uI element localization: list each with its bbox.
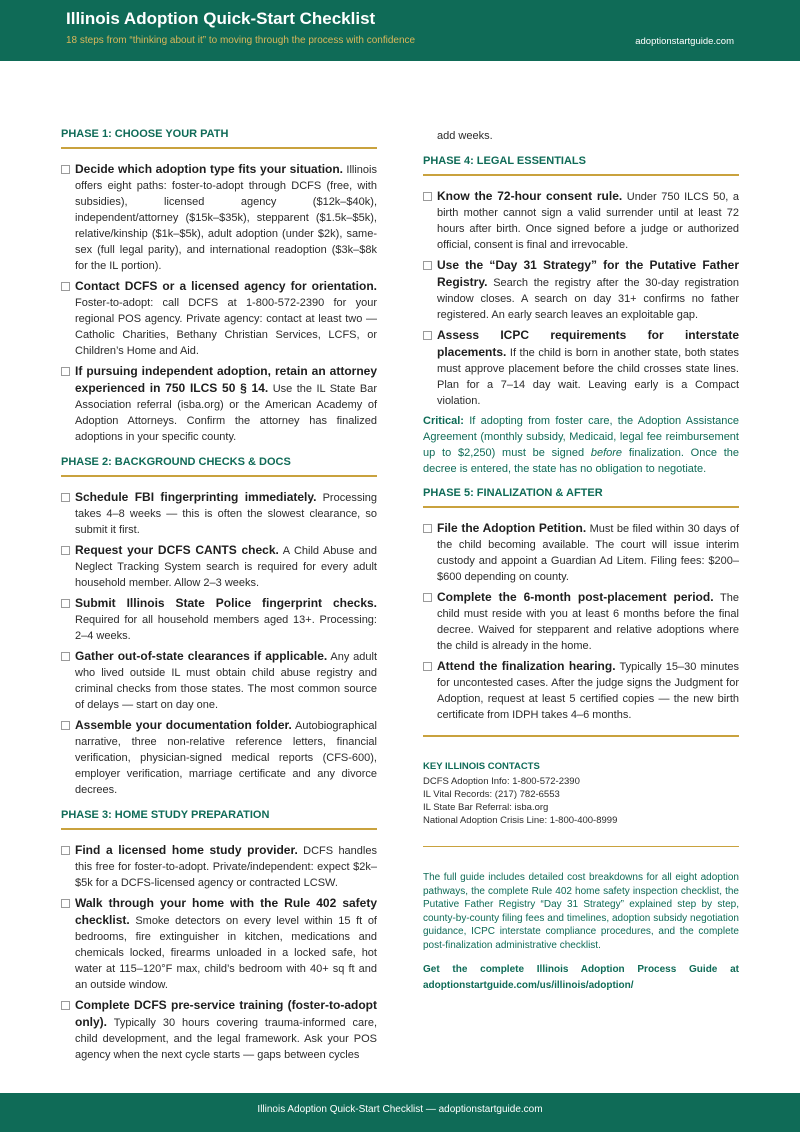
item-lead: Use the “Day 31 Strategy” for the Putative Father Registry. — [437, 258, 739, 289]
item-text: Typically 30 hours covering trauma-informed care, child development, and the legal framework. Ask your POS agency when the next cycle starts — gaps between cycles — [75, 1017, 377, 1061]
item-text: Illinois offers eight paths: foster-to-adopt through DCFS (free, with subsidies), licensed agency ($12k–$40k), independent/attorney ($15k–$35k), stepparent ($1.5k–$5k), relative/kinship ($1k–$5k), adult adoption (under $2k), same-sex (full legal parity), and international readoption ($3k–$8k for the IL portion). — [75, 164, 377, 272]
item-lead: Complete the 6-month post-placement period. — [437, 590, 714, 604]
item-lead: Find a licensed home study provider. — [75, 843, 298, 857]
item-continuation: add weeks. — [437, 130, 493, 142]
page-subtitle: 18 steps from “thinking about it” to moving through the process with confidence — [66, 35, 416, 46]
critical-note — [423, 413, 739, 477]
item-lead: Decide which adoption type fits your situation. — [75, 162, 344, 176]
checkbox-icon[interactable] — [61, 493, 70, 502]
promo-text: The full guide includes detailed cost breakdowns for all eight adoption pathways, the complete Rule 402 home safety inspection checklist, the Putative Father Registry “Day 31 Strategy” explained step by step, county-by-county filing fees and timelines, adoption subsidy negotiation guidance, ICPC interstate compliance procedures, and the complete post-finalization administrative checklist. — [423, 872, 739, 951]
checkbox-icon[interactable] — [61, 367, 70, 376]
phase-1-heading: PHASE 1: CHOOSE YOUR PATH — [61, 128, 229, 140]
checkbox-icon[interactable] — [61, 546, 70, 555]
item-text: Under 750 ILCS 50, a birth mother cannot sign a valid surrender until at least 72 hours after birth. Once signed before a judge or authorized official, consent is final and irrevocable. — [437, 191, 740, 251]
guide-cta-link[interactable]: Get the complete Illinois Adoption Process Guide at adoptionstartguide.com/us/illinois/adoption/ — [423, 964, 739, 991]
item-text: Typically 15–30 minutes for uncontested cases. After the judge signs the Judgment for Adoption, request at least 5 certified copies — the new birth certificate from IDPH takes 4–6 months. — [437, 661, 739, 721]
item-text: If the child is born in another state, both states must approve placement before the child crosses state lines. Plan for a 7–14 day wait. Leaving early is a Compact violation. — [437, 347, 739, 407]
item-lead: Request your DCFS CANTS check. — [75, 543, 279, 557]
checklist-item[interactable] — [61, 717, 377, 798]
contacts-heading: KEY ILLINOIS CONTACTS — [423, 761, 540, 772]
checkbox-icon[interactable] — [423, 331, 432, 340]
contacts-divider — [423, 846, 739, 847]
checklist-item[interactable] — [61, 842, 377, 891]
item-text: DCFS handles this free for foster-to-adopt. Private/independent: expect $2k–$5k for a DCFS-licensed agency or contracted LCSW. — [75, 845, 377, 889]
item-text: Foster-to-adopt: call DCFS at 1-800-572-2390 for your regional POS agency. Private agency: contact at least two — Catholic Charities, Bethany Christian Services, LCFS, or Children’s Home and Aid. — [75, 297, 377, 357]
critical-emphasis: before — [590, 447, 623, 459]
critical-text: If adopting from foster care, the Adoption Assistance Agreement (monthly subsidy, Medicaid, legal fee reimbursement up to $2,250) must be signed — [423, 415, 739, 459]
item-text: A Child Abuse and Neglect Tracking System search is required for every adult household member. Allow 2–3 weeks. — [75, 545, 377, 589]
item-lead: Contact DCFS or a licensed agency for orientation. — [75, 279, 377, 293]
checklist-item[interactable] — [61, 278, 377, 359]
contact-line: IL Vital Records: (217) 782-6553 — [423, 789, 560, 800]
checkbox-icon[interactable] — [423, 593, 432, 602]
phase-3-heading: PHASE 3: HOME STUDY PREPARATION — [61, 809, 270, 821]
item-lead: Assemble your documentation folder. — [75, 718, 292, 732]
page-title: Illinois Adoption Quick-Start Checklist — [66, 9, 376, 28]
item-text: Smoke detectors on every level within 15 ft of bedrooms, fire extinguisher in kitchen, medications and chemicals locked, firearms unloaded in a locked safe, hot water at 115–120°F max, child’s bedroom with 40+ sq ft and an outside window. — [75, 915, 377, 991]
checkbox-icon[interactable] — [61, 165, 70, 174]
item-lead: Complete DCFS pre-service training (foster-to-adopt only). — [75, 998, 377, 1029]
contact-line: IL State Bar Referral: isba.org — [423, 802, 549, 813]
item-lead: Schedule FBI fingerprinting immediately. — [75, 490, 317, 504]
item-lead: Gather out-of-state clearances if applicable. — [75, 649, 328, 663]
checklist-item[interactable] — [61, 161, 377, 274]
contact-line: DCFS Adoption Info: 1-800-572-2390 — [423, 776, 580, 787]
checkbox-icon[interactable] — [61, 282, 70, 291]
checkbox-icon[interactable] — [61, 1001, 70, 1010]
checkbox-icon[interactable] — [423, 261, 432, 270]
page-footer — [0, 1093, 800, 1132]
item-text: Search the registry after the 30-day registration window closes. A search on day 31+ confirms no father registered. An early search leaves an exploitable gap. — [437, 277, 739, 321]
footer-text: Illinois Adoption Quick-Start Checklist — adoptionstartguide.com — [257, 1104, 543, 1115]
phase-divider — [423, 506, 739, 508]
page-header — [0, 0, 800, 61]
checkbox-icon[interactable] — [423, 192, 432, 201]
checklist-item[interactable] — [61, 363, 377, 445]
item-lead: Submit Illinois State Police fingerprint checks. — [75, 596, 377, 610]
checklist-item[interactable] — [423, 257, 739, 323]
item-text: The child must reside with you at least 6 months before the final decree. Waived for stepparent and relative adoptions where the child is already in the home. — [437, 592, 740, 652]
checklist-item[interactable] — [423, 658, 739, 723]
item-text: Processing takes 4–8 weeks — this is often the slowest clearance, so submit it first. — [75, 492, 377, 536]
checkbox-icon[interactable] — [423, 524, 432, 533]
checklist-item[interactable] — [423, 327, 739, 409]
critical-text-end: finalization. Once the decree is entered, the state has no obligation to negotiate. — [423, 447, 740, 475]
item-lead: Attend the finalization hearing. — [437, 659, 616, 673]
checklist-item[interactable] — [423, 188, 739, 253]
item-lead: Walk through your home with the Rule 402 safety checklist. — [75, 896, 377, 927]
item-lead: Assess ICPC requirements for interstate placements. — [437, 328, 739, 359]
checkbox-icon[interactable] — [61, 899, 70, 908]
phase-divider — [61, 147, 377, 149]
checkbox-icon[interactable] — [61, 721, 70, 730]
section-divider — [423, 735, 739, 737]
phase-2-heading: PHASE 2: BACKGROUND CHECKS & DOCS — [61, 456, 291, 468]
phase-divider — [61, 475, 377, 477]
phase-divider — [61, 828, 377, 830]
left-column — [61, 128, 377, 1067]
phase-5-heading: PHASE 5: FINALIZATION & AFTER — [423, 487, 603, 499]
phase-4-heading: PHASE 4: LEGAL ESSENTIALS — [423, 155, 586, 167]
item-lead: Know the 72-hour consent rule. — [437, 189, 623, 203]
phase-divider — [423, 174, 739, 176]
checklist-item[interactable] — [61, 895, 377, 993]
checkbox-icon[interactable] — [61, 599, 70, 608]
checkbox-icon[interactable] — [423, 662, 432, 671]
checklist-item[interactable] — [61, 648, 377, 713]
critical-label: Critical: — [423, 415, 464, 427]
contact-line: National Adoption Crisis Line: 1-800-400-8999 — [423, 815, 618, 826]
checklist-item[interactable] — [423, 520, 739, 585]
checklist-item[interactable] — [423, 589, 739, 654]
checkbox-icon[interactable] — [61, 652, 70, 661]
checklist-item[interactable] — [61, 595, 377, 644]
item-lead: File the Adoption Petition. — [437, 521, 587, 535]
item-text: Use the IL State Bar Association referral (isba.org) or the American Academy of Adoption Attorneys. Confirm the attorney has finalized adoptions in your specific county. — [75, 383, 377, 443]
item-text: Autobiographical narrative, three non-relative reference letters, financial verification, physician-signed medical reports (CFS-600), employer verification, marriage certificate and any divorce decrees. — [75, 720, 377, 796]
item-text: Required for all household members aged 13+. Processing: 2–4 weeks. — [75, 614, 377, 642]
right-column — [423, 128, 739, 994]
checklist-item[interactable] — [61, 997, 377, 1063]
item-text: Must be filed within 30 days of the child becoming available. The court will issue interim custody and appoint a Guardian Ad Litem. Filing fees: $200–$600 depending on county. — [437, 523, 739, 583]
item-text: Any adult who lived outside IL must obtain child abuse registry and criminal checks from those states. The most common source of delays — start on day one. — [75, 651, 377, 711]
checkbox-icon[interactable] — [61, 846, 70, 855]
checklist-item[interactable] — [61, 489, 377, 538]
header-site-link[interactable]: adoptionstartguide.com — [635, 36, 734, 47]
checklist-item[interactable] — [61, 542, 377, 591]
item-lead: If pursuing independent adoption, retain an attorney experienced in 750 ILCS 50 § 14. — [75, 364, 377, 395]
